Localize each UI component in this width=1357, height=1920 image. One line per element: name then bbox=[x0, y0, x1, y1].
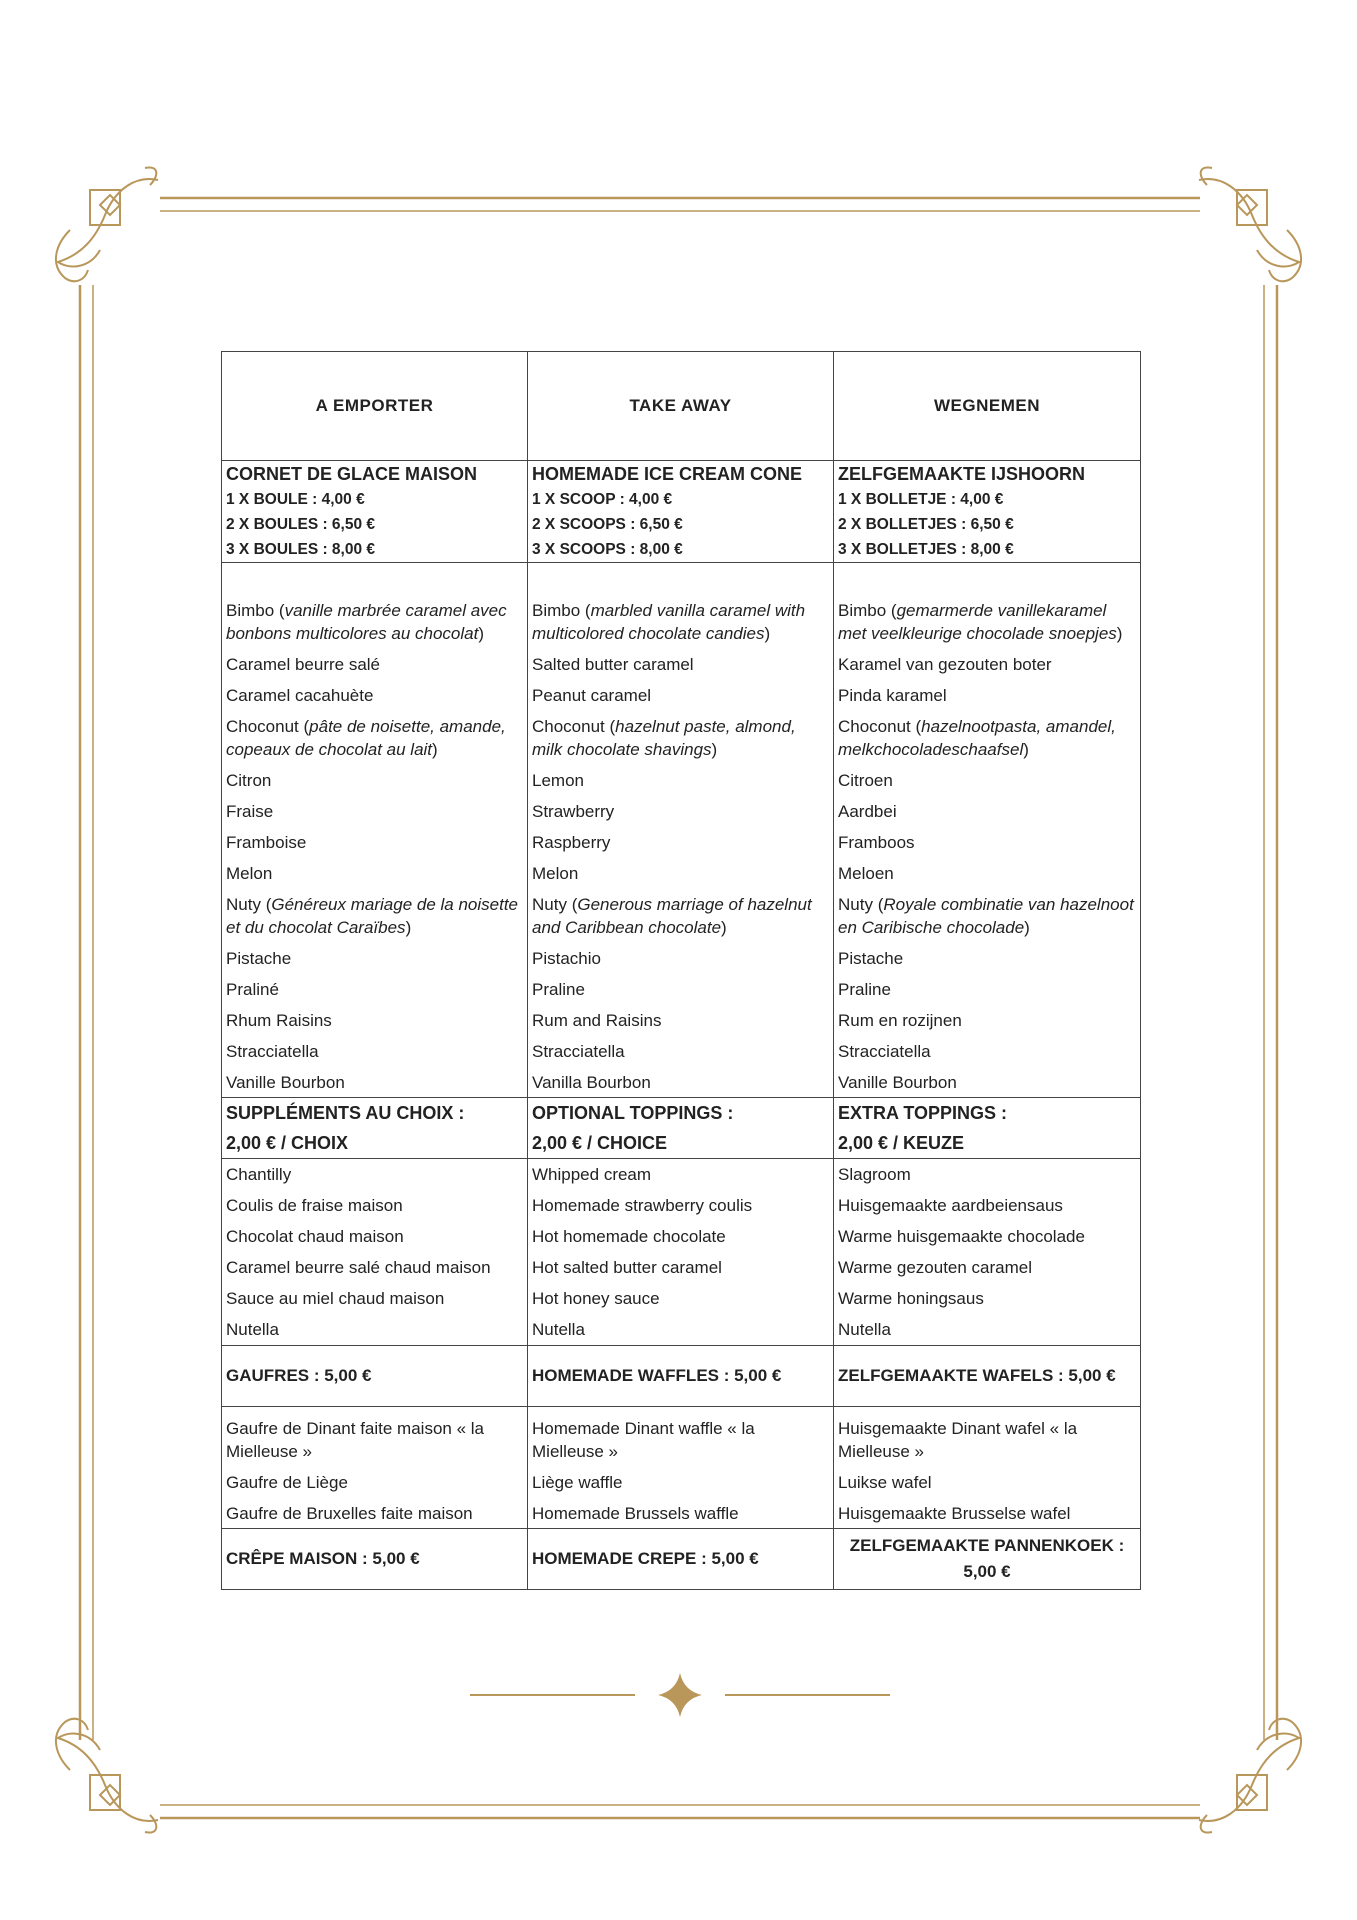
flavor-item bbox=[532, 800, 829, 823]
topping-item: Whipped cream bbox=[532, 1165, 652, 1184]
diamond-star-icon bbox=[658, 1673, 702, 1717]
topping-item: Warme gezouten caramel bbox=[838, 1258, 1033, 1277]
flavor-item bbox=[226, 947, 523, 970]
waffle-item: Gaufre de Dinant faite maison « la Mielleuse » bbox=[226, 1419, 484, 1461]
waffle-item: Homemade Dinant waffle « la Mielleuse » bbox=[532, 1419, 755, 1461]
topping-item: Nutella bbox=[838, 1320, 891, 1339]
flavor-item: Bimbo (vanille marbrée caramel avec bonbons multicolores au chocolat) bbox=[226, 601, 507, 643]
crepe-price-line: 5,00 € bbox=[963, 1562, 1011, 1581]
toppings-items-row bbox=[222, 1159, 1141, 1346]
flavor-name: Vanille Bourbon bbox=[226, 1073, 345, 1092]
flavor-name: Bimbo bbox=[532, 601, 581, 620]
topping-item: Coulis de fraise maison bbox=[226, 1196, 403, 1215]
flavor-name: Framboos bbox=[838, 833, 915, 852]
menu-table bbox=[221, 351, 1141, 1590]
flavor-name: Caramel beurre salé bbox=[226, 655, 381, 674]
flavor-name: Praline bbox=[532, 980, 585, 999]
cone-price: 1 X BOLLETJE : 4,00 € bbox=[838, 491, 1004, 508]
topping-item: Homemade strawberry coulis bbox=[532, 1196, 753, 1215]
flavor-name: Choconut bbox=[226, 717, 299, 736]
waffles-items-cell bbox=[222, 1407, 528, 1529]
flavor-item bbox=[838, 800, 1136, 823]
waffles-title: HOMEMADE WAFFLES : 5,00 € bbox=[528, 1346, 834, 1407]
cone-cell-english bbox=[528, 461, 834, 563]
waffles-items-cell bbox=[528, 1407, 834, 1529]
waffles-title: GAUFRES : 5,00 € bbox=[222, 1346, 528, 1407]
cone-price: 2 X SCOOPS : 6,50 € bbox=[532, 516, 683, 533]
flavor-item bbox=[532, 1009, 829, 1032]
flavor-name: Bimbo bbox=[838, 601, 887, 620]
waffle-item: Huisgemaakte Brusselse wafel bbox=[838, 1504, 1071, 1523]
flavor-item bbox=[838, 978, 1136, 1001]
waffle-item: Huisgemaakte Dinant wafel « la Mielleuse » bbox=[838, 1419, 1078, 1461]
cone-title: HOMEMADE ICE CREAM CONE bbox=[532, 464, 803, 484]
flavor-name: Nuty bbox=[226, 895, 261, 914]
cone-title: ZELFGEMAAKTE IJSHOORN bbox=[838, 464, 1086, 484]
header-english: TAKE AWAY bbox=[528, 352, 834, 461]
toppings-title: EXTRA TOPPINGS : bbox=[838, 1103, 1008, 1123]
flavor-item: Nuty (Généreux mariage de la noisette et du chocolat Caraïbes) bbox=[226, 895, 519, 937]
flavor-description: Royale combinatie van hazelnoot en Caribische chocolade bbox=[838, 895, 1134, 937]
flavor-description: hazelnootpasta, amandel, melkchocoladeschaafsel bbox=[838, 717, 1116, 759]
flavor-item bbox=[838, 862, 1136, 885]
topping-item: Nutella bbox=[226, 1320, 279, 1339]
flavor-name: Stracciatella bbox=[838, 1042, 931, 1061]
toppings-items-cell bbox=[222, 1159, 528, 1346]
flavor-name: Citron bbox=[226, 771, 272, 790]
flavor-description: Généreux mariage de la noisette et du chocolat Caraïbes bbox=[226, 895, 519, 937]
cone-price: 3 X BOULES : 8,00 € bbox=[226, 541, 376, 558]
flavor-name: Nuty bbox=[532, 895, 567, 914]
flavor-item bbox=[532, 1040, 829, 1063]
flavor-item bbox=[532, 831, 829, 854]
flavor-item: Choconut (pâte de noisette, amande, copeaux de chocolat au lait) bbox=[226, 717, 506, 759]
flavor-description: marbled vanilla caramel with multicolored chocolate candies bbox=[532, 601, 806, 643]
flavor-item: Bimbo (gemarmerde vanillekaramel met veelkleurige chocolade snoepjes) bbox=[838, 601, 1123, 643]
flavor-item bbox=[226, 653, 523, 676]
toppings-title-row bbox=[222, 1098, 1141, 1159]
crepe-row bbox=[222, 1529, 1141, 1590]
topping-item: Caramel beurre salé chaud maison bbox=[226, 1258, 491, 1277]
flavor-description: Generous marriage of hazelnut and Caribbean chocolate bbox=[532, 895, 812, 937]
topping-item: Slagroom bbox=[838, 1165, 911, 1184]
flavor-name: Stracciatella bbox=[532, 1042, 625, 1061]
flavors-cell-french bbox=[222, 563, 528, 1098]
flavor-name: Citroen bbox=[838, 771, 893, 790]
cone-price: 1 X SCOOP : 4,00 € bbox=[532, 491, 673, 508]
flavor-item bbox=[838, 831, 1136, 854]
flavor-item bbox=[226, 769, 523, 792]
flavor-name: Pistache bbox=[226, 949, 292, 968]
cone-price: 3 X BOLLETJES : 8,00 € bbox=[838, 541, 1014, 558]
topping-item: Warme huisgemaakte chocolade bbox=[838, 1227, 1085, 1246]
flavor-name: Peanut caramel bbox=[532, 686, 652, 705]
waffle-item: Luikse wafel bbox=[838, 1473, 932, 1492]
flavor-item bbox=[838, 684, 1136, 707]
flavor-item bbox=[838, 947, 1136, 970]
toppings-price: 2,00 € / CHOIX bbox=[226, 1133, 349, 1153]
flavor-item bbox=[226, 800, 523, 823]
flavor-description: hazelnut paste, almond, milk chocolate shavings bbox=[532, 717, 796, 759]
flavor-description: pâte de noisette, amande, copeaux de chocolat au lait bbox=[226, 717, 506, 759]
flavor-item bbox=[532, 769, 829, 792]
topping-item: Hot homemade chocolate bbox=[532, 1227, 726, 1246]
waffle-item: Homemade Brussels waffle bbox=[532, 1504, 739, 1523]
flavor-item bbox=[532, 1071, 829, 1094]
waffles-items-cell bbox=[834, 1407, 1141, 1529]
flavor-name: Choconut bbox=[532, 717, 605, 736]
cone-cell-dutch bbox=[834, 461, 1141, 563]
flavor-name: Pinda karamel bbox=[838, 686, 947, 705]
flavor-item: Nuty (Generous marriage of hazelnut and Caribbean chocolate) bbox=[532, 895, 812, 937]
flavor-name: Rhum Raisins bbox=[226, 1011, 332, 1030]
toppings-title: OPTIONAL TOPPINGS : bbox=[532, 1103, 734, 1123]
flavor-item bbox=[226, 1040, 523, 1063]
flavor-name: Nuty bbox=[838, 895, 873, 914]
crepe-title-dutch bbox=[834, 1529, 1141, 1590]
flavor-item bbox=[532, 862, 829, 885]
flavor-item bbox=[532, 978, 829, 1001]
flavor-name: Lemon bbox=[532, 771, 584, 790]
flavor-name: Praliné bbox=[226, 980, 279, 999]
flavor-item: Choconut (hazelnootpasta, amandel, melkchocoladeschaafsel) bbox=[838, 717, 1116, 759]
bottom-divider bbox=[470, 1673, 890, 1717]
corner-ornament-icon bbox=[1199, 167, 1301, 281]
flavor-item bbox=[838, 769, 1136, 792]
topping-item: Sauce au miel chaud maison bbox=[226, 1289, 445, 1308]
crepe-title: CRÊPE MAISON : 5,00 € bbox=[222, 1529, 528, 1590]
toppings-title-cell bbox=[834, 1098, 1141, 1159]
flavor-name: Aardbei bbox=[838, 802, 897, 821]
flavor-name: Vanilla Bourbon bbox=[532, 1073, 651, 1092]
topping-item: Chocolat chaud maison bbox=[226, 1227, 404, 1246]
header-french: A EMPORTER bbox=[222, 352, 528, 461]
flavor-name: Salted butter caramel bbox=[532, 655, 694, 674]
flavor-name: Caramel cacahuète bbox=[226, 686, 374, 705]
flavor-item: Bimbo (marbled vanilla caramel with multicolored chocolate candies) bbox=[532, 601, 806, 643]
flavor-name: Pistache bbox=[838, 949, 904, 968]
topping-item: Hot honey sauce bbox=[532, 1289, 660, 1308]
flavor-name: Bimbo bbox=[226, 601, 275, 620]
toppings-items-cell bbox=[834, 1159, 1141, 1346]
flavor-item bbox=[226, 862, 523, 885]
cone-cell-french bbox=[222, 461, 528, 563]
cone-price: 2 X BOULES : 6,50 € bbox=[226, 516, 376, 533]
toppings-price: 2,00 € / CHOICE bbox=[532, 1133, 668, 1153]
flavor-description: vanille marbrée caramel avec bonbons multicolores au chocolat bbox=[226, 601, 507, 643]
flavors-cell-dutch bbox=[834, 563, 1141, 1098]
flavor-item bbox=[226, 1009, 523, 1032]
topping-item: Hot salted butter caramel bbox=[532, 1258, 722, 1277]
crepe-title: HOMEMADE CREPE : 5,00 € bbox=[528, 1529, 834, 1590]
flavor-name: Karamel van gezouten boter bbox=[838, 655, 1052, 674]
cone-title: CORNET DE GLACE MAISON bbox=[226, 464, 478, 484]
flavor-name: Melon bbox=[226, 864, 273, 883]
cone-row bbox=[222, 461, 1141, 563]
corner-ornament-icon bbox=[56, 167, 158, 281]
corner-ornament-icon bbox=[1199, 1719, 1301, 1833]
flavor-item bbox=[226, 684, 523, 707]
flavor-item bbox=[838, 653, 1136, 676]
cone-price: 3 X SCOOPS : 8,00 € bbox=[532, 541, 683, 558]
flavor-item bbox=[226, 1071, 523, 1094]
flavor-name: Vanille Bourbon bbox=[838, 1073, 957, 1092]
flavor-item bbox=[532, 947, 829, 970]
cone-price: 1 X BOULE : 4,00 € bbox=[226, 491, 365, 508]
flavor-item bbox=[532, 684, 829, 707]
flavor-name: Rum and Raisins bbox=[532, 1011, 662, 1030]
topping-item: Chantilly bbox=[226, 1165, 292, 1184]
toppings-title-cell bbox=[222, 1098, 528, 1159]
topping-item: Warme honingsaus bbox=[838, 1289, 984, 1308]
flavor-item bbox=[838, 1009, 1136, 1032]
header-dutch: WEGNEMEN bbox=[834, 352, 1141, 461]
waffle-item: Gaufre de Bruxelles faite maison bbox=[226, 1504, 473, 1523]
flavor-name: Stracciatella bbox=[226, 1042, 319, 1061]
flavor-item bbox=[838, 1071, 1136, 1094]
flavor-item: Choconut (hazelnut paste, almond, milk chocolate shavings) bbox=[532, 717, 796, 759]
topping-item: Nutella bbox=[532, 1320, 585, 1339]
flavor-name: Pistachio bbox=[532, 949, 601, 968]
crepe-title-line: ZELFGEMAAKTE PANNENKOEK : bbox=[849, 1536, 1125, 1555]
topping-item: Huisgemaakte aardbeiensaus bbox=[838, 1196, 1063, 1215]
flavor-name: Choconut bbox=[838, 717, 911, 736]
flavor-name: Fraise bbox=[226, 802, 274, 821]
cone-price: 2 X BOLLETJES : 6,50 € bbox=[838, 516, 1014, 533]
waffles-title-row bbox=[222, 1346, 1141, 1407]
flavors-row bbox=[222, 563, 1141, 1098]
toppings-title-cell bbox=[528, 1098, 834, 1159]
flavor-name: Rum en rozijnen bbox=[838, 1011, 962, 1030]
toppings-price: 2,00 € / KEUZE bbox=[838, 1133, 965, 1153]
flavor-item bbox=[532, 653, 829, 676]
waffle-item: Liège waffle bbox=[532, 1473, 623, 1492]
header-row bbox=[222, 352, 1141, 461]
flavor-item: Nuty (Royale combinatie van hazelnoot en Caribische chocolade) bbox=[838, 895, 1134, 937]
flavor-item bbox=[226, 831, 523, 854]
waffles-items-row bbox=[222, 1407, 1141, 1529]
flavor-name: Meloen bbox=[838, 864, 894, 883]
corner-ornament-icon bbox=[56, 1719, 158, 1833]
flavor-item bbox=[226, 978, 523, 1001]
toppings-items-cell bbox=[528, 1159, 834, 1346]
waffle-item: Gaufre de Liège bbox=[226, 1473, 348, 1492]
toppings-title: SUPPLÉMENTS AU CHOIX : bbox=[226, 1103, 465, 1123]
flavor-name: Melon bbox=[532, 864, 579, 883]
flavor-item bbox=[838, 1040, 1136, 1063]
flavor-description: gemarmerde vanillekaramel met veelkleurige chocolade snoepjes bbox=[838, 601, 1117, 643]
flavor-name: Praline bbox=[838, 980, 891, 999]
flavor-name: Framboise bbox=[226, 833, 307, 852]
flavors-cell-english bbox=[528, 563, 834, 1098]
flavor-name: Raspberry bbox=[532, 833, 611, 852]
waffles-title: ZELFGEMAAKTE WAFELS : 5,00 € bbox=[834, 1346, 1141, 1407]
flavor-name: Strawberry bbox=[532, 802, 615, 821]
